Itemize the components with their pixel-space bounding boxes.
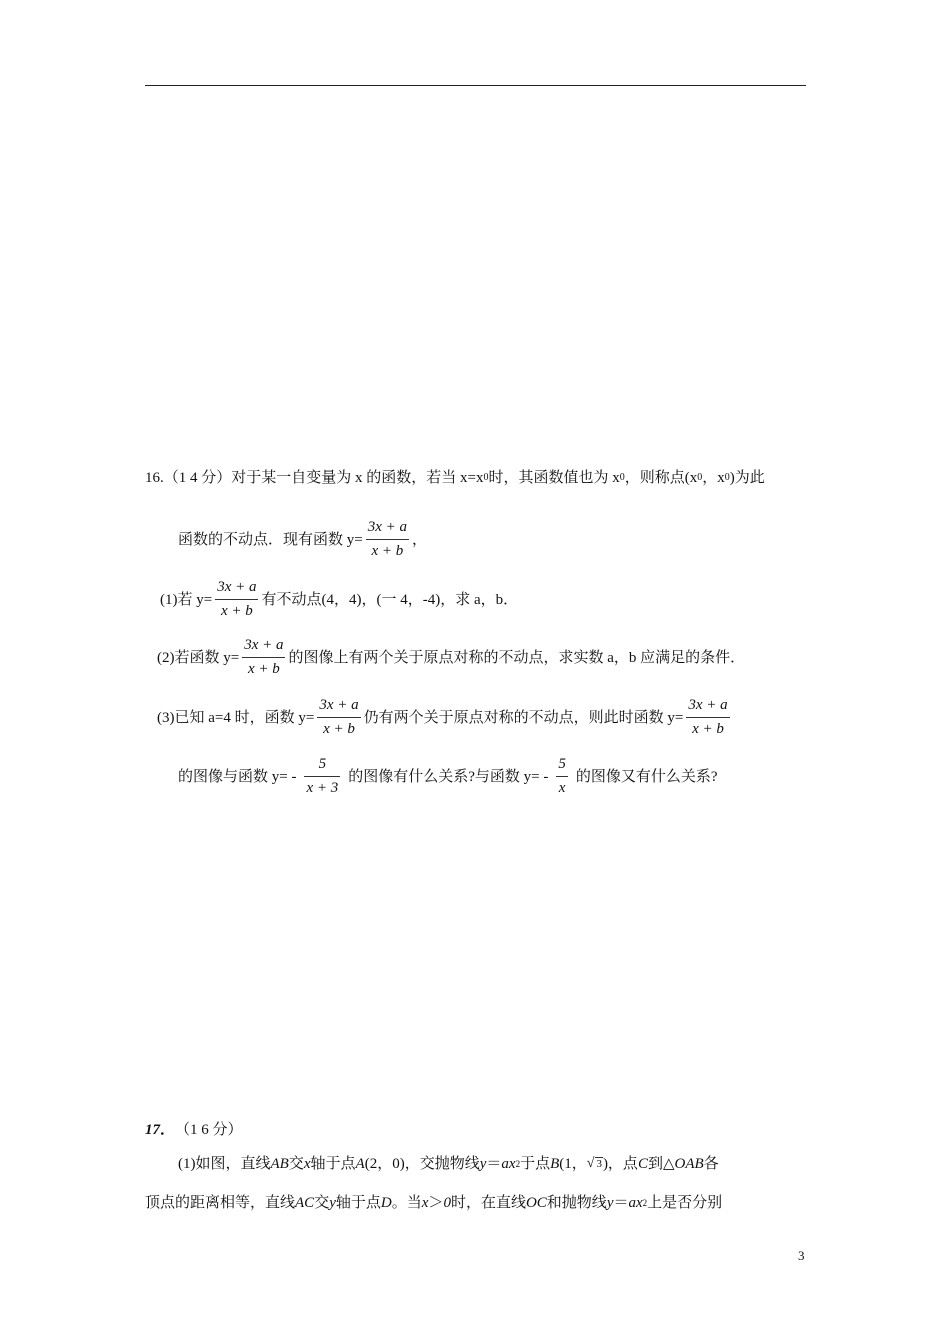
q16-intro-a: 对于某一自变量为 x 的函数，若当 x=x: [231, 470, 484, 486]
q16-p3-a: (3)已知 a=4 时，函数 y=: [157, 709, 315, 726]
math-ax: ax: [501, 1155, 516, 1172]
fraction-denominator: x + b: [220, 603, 253, 619]
math-ac: AC: [295, 1195, 315, 1211]
math-x: x: [303, 1155, 311, 1172]
math-a: A: [355, 1155, 365, 1172]
math-c: C: [637, 1155, 648, 1172]
fraction-numerator: 5: [318, 756, 327, 772]
q17-l1-h: )，点: [602, 1155, 638, 1172]
q16-p3-b: 仍有两个关于原点对称的不动点，则此时函数 y=: [363, 709, 684, 726]
q17-l2-d: 。当: [391, 1195, 422, 1211]
q17-l2-i: 上是否分别: [647, 1195, 723, 1211]
q16-definition-line: [178, 518, 427, 561]
math-triangle-oab: △OAB: [662, 1155, 704, 1172]
q17-line1: [178, 1153, 719, 1174]
q16-intro-e: )为此: [729, 470, 765, 486]
q16-line2-b: ，: [412, 531, 428, 548]
math-y: y: [329, 1195, 336, 1211]
radical-icon: √: [586, 1156, 595, 1171]
q16-p2-a: (2)若函数 y=: [157, 649, 240, 666]
q16-intro-b: 时，其函数值也为 x: [488, 470, 620, 486]
q16-part1: [160, 578, 518, 621]
superscript: 2: [642, 1198, 648, 1208]
q17-l2-b: 交: [314, 1195, 330, 1211]
q16-line2-a: 函数的不动点．现有函数 y=: [178, 531, 363, 548]
q16-intro-c: ，则称点(x: [624, 470, 698, 486]
fraction-numerator: 3x + a: [217, 579, 257, 595]
math-x: x: [421, 1195, 429, 1211]
q17-l1-j: 各: [703, 1155, 719, 1172]
superscript: 2: [515, 1158, 521, 1169]
q16-part3: [157, 696, 733, 739]
q17-l2-g: 和抛物线: [546, 1195, 607, 1211]
q17-l1-i: 到: [647, 1155, 663, 1172]
subscript: 0: [483, 472, 489, 483]
fraction-numerator: 5: [558, 756, 566, 772]
fraction-numerator: 3x + a: [367, 519, 407, 535]
q16-p1-b: 有不动点(4，4)，(一 4，-4)，求 a，b．: [261, 591, 519, 608]
q16-p1-a: (1)若 y=: [160, 591, 213, 608]
math-zero: 0: [443, 1195, 451, 1211]
q17-l2-f: 时，在直线: [450, 1195, 526, 1211]
fraction-denominator: x + b: [371, 543, 404, 559]
q16-part3-continued: [178, 755, 718, 798]
q16-number: 16.: [145, 470, 164, 486]
q17-l1-e: ＝: [486, 1155, 502, 1172]
fraction-numerator: 3x + a: [688, 697, 728, 713]
fraction-numerator: 3x + a: [319, 697, 359, 713]
q16-p2-b: 的图像上有两个关于原点对称的不动点，求实数 a，b 应满足的条件．: [288, 649, 746, 666]
header-rule: [145, 85, 806, 86]
q16-p3-e: 的图像又有什么关系?: [575, 768, 718, 785]
math-ax: ax: [628, 1195, 643, 1211]
fraction: [366, 518, 409, 561]
q17-l2-e: ＞: [428, 1195, 444, 1211]
fraction: [317, 696, 360, 739]
q16-intro-d: ，x: [702, 470, 725, 486]
q16-p3-d: 的图像有什么关系?与函数 y= -: [348, 768, 549, 785]
q17-number: 17: [145, 1122, 160, 1138]
q17-l1-b: 交: [288, 1155, 304, 1172]
math-b: B: [550, 1155, 560, 1172]
sqrt-expression: [587, 1153, 603, 1174]
q16-part2: [157, 636, 745, 679]
fraction: [686, 696, 729, 739]
fraction: [556, 755, 568, 798]
math-d: D: [380, 1195, 392, 1211]
subscript: 0: [619, 472, 625, 483]
q17-l2-c: 轴于点: [335, 1195, 381, 1211]
fraction-denominator: x + b: [247, 661, 280, 677]
q17-l1-g: (1，: [559, 1155, 587, 1172]
q16-points: （1 4 分）: [163, 470, 232, 486]
q17-dot: ．: [160, 1122, 176, 1138]
q17-header: [145, 1120, 243, 1140]
page-number: 3: [798, 1248, 805, 1263]
q17-l1-c: 轴于点: [310, 1155, 356, 1172]
fraction-denominator: x + b: [323, 721, 355, 737]
q17-l1-d: (2，0)，交抛物线: [364, 1155, 480, 1172]
fraction-numerator: 3x + a: [244, 637, 284, 653]
q16-intro-line: [145, 468, 765, 488]
subscript: 0: [697, 472, 703, 483]
q17-points: （1 6 分）: [175, 1122, 243, 1138]
q17-l1-f: 于点: [520, 1155, 551, 1172]
q17-line2: [145, 1193, 722, 1213]
fraction: [304, 755, 340, 798]
math-oc: OC: [525, 1195, 547, 1211]
fraction-denominator: x + b: [692, 721, 724, 737]
fraction: [242, 636, 285, 679]
math-y: y: [606, 1195, 614, 1211]
subscript: 0: [724, 472, 730, 483]
q16-p3-c: 的图像与函数 y= -: [178, 768, 297, 785]
sqrt-radicand: 3: [596, 1158, 602, 1170]
q17-l1-a: (1)如图，直线: [178, 1155, 271, 1172]
fraction-denominator: x + 3: [306, 780, 339, 796]
q17-l2-h: ＝: [613, 1195, 629, 1211]
fraction-denominator: x: [558, 780, 566, 796]
math-y: y: [479, 1155, 487, 1172]
q17-l2-a: 顶点的距离相等，直线: [145, 1195, 296, 1211]
math-ab: AB: [270, 1155, 289, 1172]
fraction: [215, 578, 258, 621]
